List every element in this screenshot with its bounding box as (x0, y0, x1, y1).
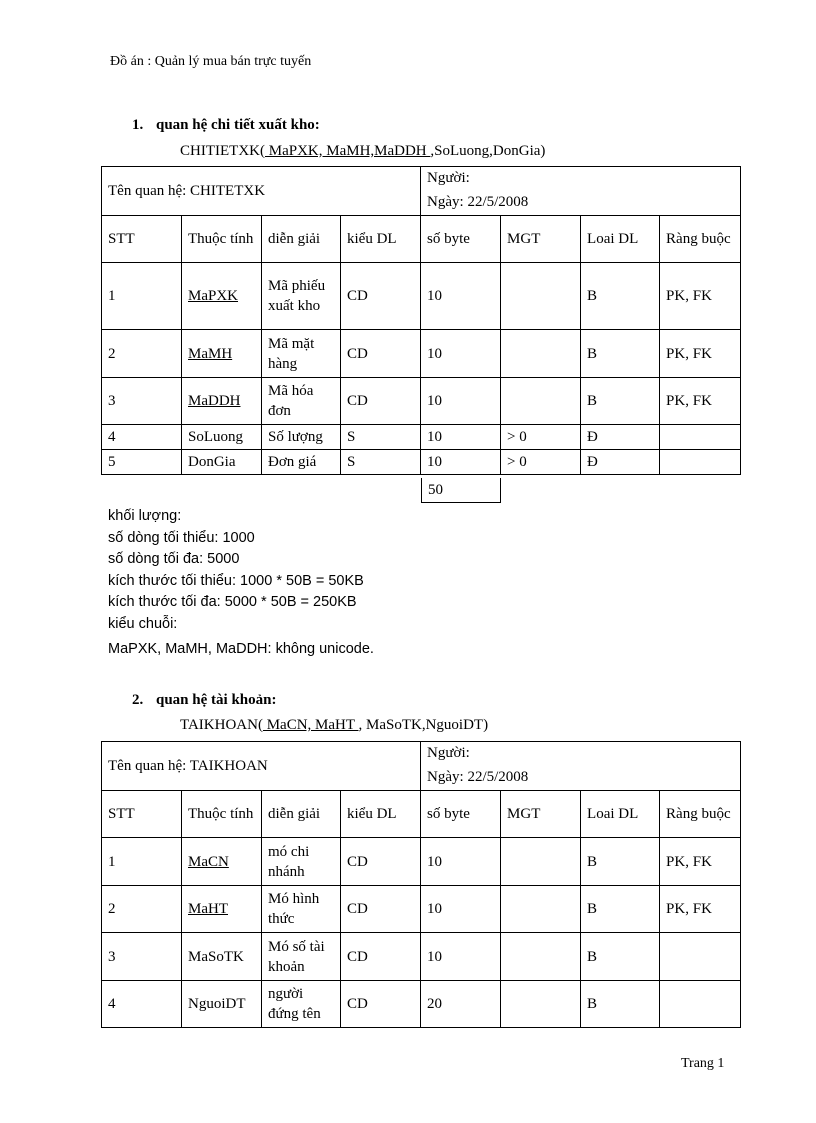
cell-stt: 4 (102, 981, 182, 1028)
col-header: STT (102, 216, 182, 263)
cell-bytes: 10 (421, 330, 501, 378)
table-row (102, 425, 741, 450)
section-1-title-text: quan hệ chi tiết xuất kho: (156, 117, 320, 133)
cell-bytes: 20 (421, 981, 501, 1028)
cell-constraint (660, 981, 741, 1028)
cell-attr: SoLuong (182, 425, 262, 450)
cell-bytes: 10 (421, 933, 501, 981)
cell-constraint: PK, FK (660, 330, 741, 378)
note-line: khối lượng: (108, 508, 182, 524)
cell-constraint: PK, FK (660, 886, 741, 933)
col-header: số byte (421, 216, 501, 263)
cell-loai: B (581, 838, 660, 886)
col-header: Thuộc tính (182, 791, 262, 838)
col-header: Thuộc tính (182, 216, 262, 263)
cell-stt: 1 (102, 263, 182, 330)
person-label: Người: (427, 745, 470, 761)
cell-mgt (501, 378, 581, 425)
cell-attr: MaDDH (188, 393, 241, 409)
table-row (102, 933, 741, 981)
date-label: Ngày: 22/5/2008 (427, 194, 529, 210)
header-row (102, 216, 741, 263)
cell-loai: Đ (581, 425, 660, 450)
date-label: Ngày: 22/5/2008 (427, 769, 529, 785)
cell-loai: B (581, 886, 660, 933)
cell-desc: Mã phiếu xuất kho (262, 263, 341, 330)
cell-type: S (341, 425, 421, 450)
cell-type: CD (341, 886, 421, 933)
cell-attr: MaHT (188, 901, 228, 917)
table-row (102, 450, 741, 475)
cell-type: CD (341, 330, 421, 378)
note-line: kiểu chuỗi: (108, 615, 178, 632)
cell-stt: 2 (102, 330, 182, 378)
cell-stt: 3 (102, 378, 182, 425)
section-1-number: 1. (132, 117, 144, 133)
cell-attr: MaCN (188, 853, 229, 870)
cell-constraint: PK, FK (660, 378, 741, 425)
schema-rest: , MaSoTK,NguoiDT) (358, 717, 489, 733)
note-line: MaPXK, MaMH, MaDDH: không unicode. (108, 641, 374, 657)
cell-loai: B (581, 981, 660, 1028)
col-header: Loai DL (581, 216, 660, 263)
schema-rest: ,SoLuong,DonGia) (430, 143, 546, 159)
cell-loai: B (581, 263, 660, 330)
cell-desc: Đơn giá (262, 450, 341, 475)
schema-keys: MaPXK, MaMH,MaDDH (264, 143, 431, 159)
header-row (102, 791, 741, 838)
table-taikhoan (101, 741, 741, 1028)
cell-mgt (501, 838, 581, 886)
note-line: kích thước tối thiểu: 1000 * 50B = 50KB (108, 572, 364, 589)
col-header: Ràng buộc (660, 216, 741, 263)
cell-desc: người đứng tên (262, 981, 341, 1028)
section-1-notes (108, 506, 374, 661)
cell-attr: DonGia (182, 450, 262, 475)
section-1-title (132, 117, 320, 134)
table-row (102, 886, 741, 933)
col-header: kiểu DL (341, 791, 421, 838)
col-header: diễn giải (262, 216, 341, 263)
meta-cell (421, 742, 741, 791)
cell-constraint (660, 450, 741, 475)
total-bytes-cell: 50 (421, 478, 501, 503)
table-row (102, 378, 741, 425)
cell-desc: Mã hóa đơn (262, 378, 341, 425)
person-label: Người: (427, 170, 470, 186)
relation-name: Tên quan hệ: TAIKHOAN (108, 758, 268, 774)
col-header: MGT (501, 791, 581, 838)
cell-bytes: 10 (421, 263, 501, 330)
cell-type: S (341, 450, 421, 475)
section-2-title (132, 692, 276, 709)
cell-mgt (501, 263, 581, 330)
table-row (102, 263, 741, 330)
cell-stt: 5 (102, 450, 182, 475)
cell-loai: B (581, 933, 660, 981)
meta-cell (421, 167, 741, 216)
relation-name-cell (102, 742, 421, 791)
cell-attr: MaMH (188, 345, 233, 362)
cell-mgt (501, 981, 581, 1028)
cell-type: CD (341, 933, 421, 981)
cell-mgt: > 0 (501, 425, 581, 450)
cell-bytes: 10 (421, 378, 501, 425)
note-line: số dòng tối đa: 5000 (108, 551, 240, 567)
cell-attr: NguoiDT (182, 981, 262, 1028)
cell-loai: Đ (581, 450, 660, 475)
col-header: Loai DL (581, 791, 660, 838)
cell-bytes: 10 (421, 886, 501, 933)
section-2-title-text: quan hệ tài khoản: (156, 692, 277, 708)
cell-stt: 1 (102, 838, 182, 886)
cell-loai: B (581, 330, 660, 378)
col-header: kiểu DL (341, 216, 421, 263)
cell-type: CD (341, 378, 421, 425)
schema-name: CHITIETXK( (180, 143, 265, 159)
note-line: kích thước tối đa: 5000 * 50B = 250KB (108, 594, 357, 610)
schema-name: TAIKHOAN( (180, 717, 263, 733)
cell-desc: Mó hình thức (262, 886, 341, 933)
cell-type: CD (341, 263, 421, 330)
cell-stt: 3 (102, 933, 182, 981)
table-row (102, 838, 741, 886)
cell-desc: mó chi nhánh (262, 838, 341, 886)
page-header: Đồ án : Quản lý mua bán trực tuyến (110, 54, 312, 69)
cell-loai: B (581, 378, 660, 425)
cell-desc: Số lượng (262, 425, 341, 450)
col-header: Ràng buộc (660, 791, 741, 838)
table-row (102, 981, 741, 1028)
cell-constraint (660, 425, 741, 450)
cell-type: CD (341, 838, 421, 886)
col-header: số byte (421, 791, 501, 838)
cell-desc: Mó số tài khoản (262, 933, 341, 981)
relation-name-cell (102, 167, 421, 216)
page-number: Trang 1 (681, 1056, 725, 1071)
schema-keys: MaCN, MaHT (262, 717, 359, 733)
cell-mgt: > 0 (501, 450, 581, 475)
cell-constraint: PK, FK (660, 263, 741, 330)
section-2-schema (180, 717, 488, 734)
cell-attr: MaPXK (188, 288, 239, 304)
cell-stt: 4 (102, 425, 182, 450)
col-header: MGT (501, 216, 581, 263)
cell-bytes: 10 (421, 450, 501, 475)
cell-stt: 2 (102, 886, 182, 933)
cell-type: CD (341, 981, 421, 1028)
section-2-number: 2. (132, 692, 144, 708)
relation-name: Tên quan hệ: CHITETXK (108, 183, 266, 199)
cell-mgt (501, 886, 581, 933)
note-line: số dòng tối thiểu: 1000 (108, 529, 255, 546)
col-header: STT (102, 791, 182, 838)
col-header: diễn giải (262, 791, 341, 838)
cell-attr: MaSoTK (182, 933, 262, 981)
cell-bytes: 10 (421, 425, 501, 450)
cell-constraint (660, 933, 741, 981)
cell-bytes: 10 (421, 838, 501, 886)
cell-mgt (501, 933, 581, 981)
table-row (102, 330, 741, 378)
cell-desc: Mã mặt hàng (262, 330, 341, 378)
cell-mgt (501, 330, 581, 378)
section-1-schema (180, 143, 545, 160)
table-chitietxk (101, 166, 741, 475)
cell-constraint: PK, FK (660, 838, 741, 886)
